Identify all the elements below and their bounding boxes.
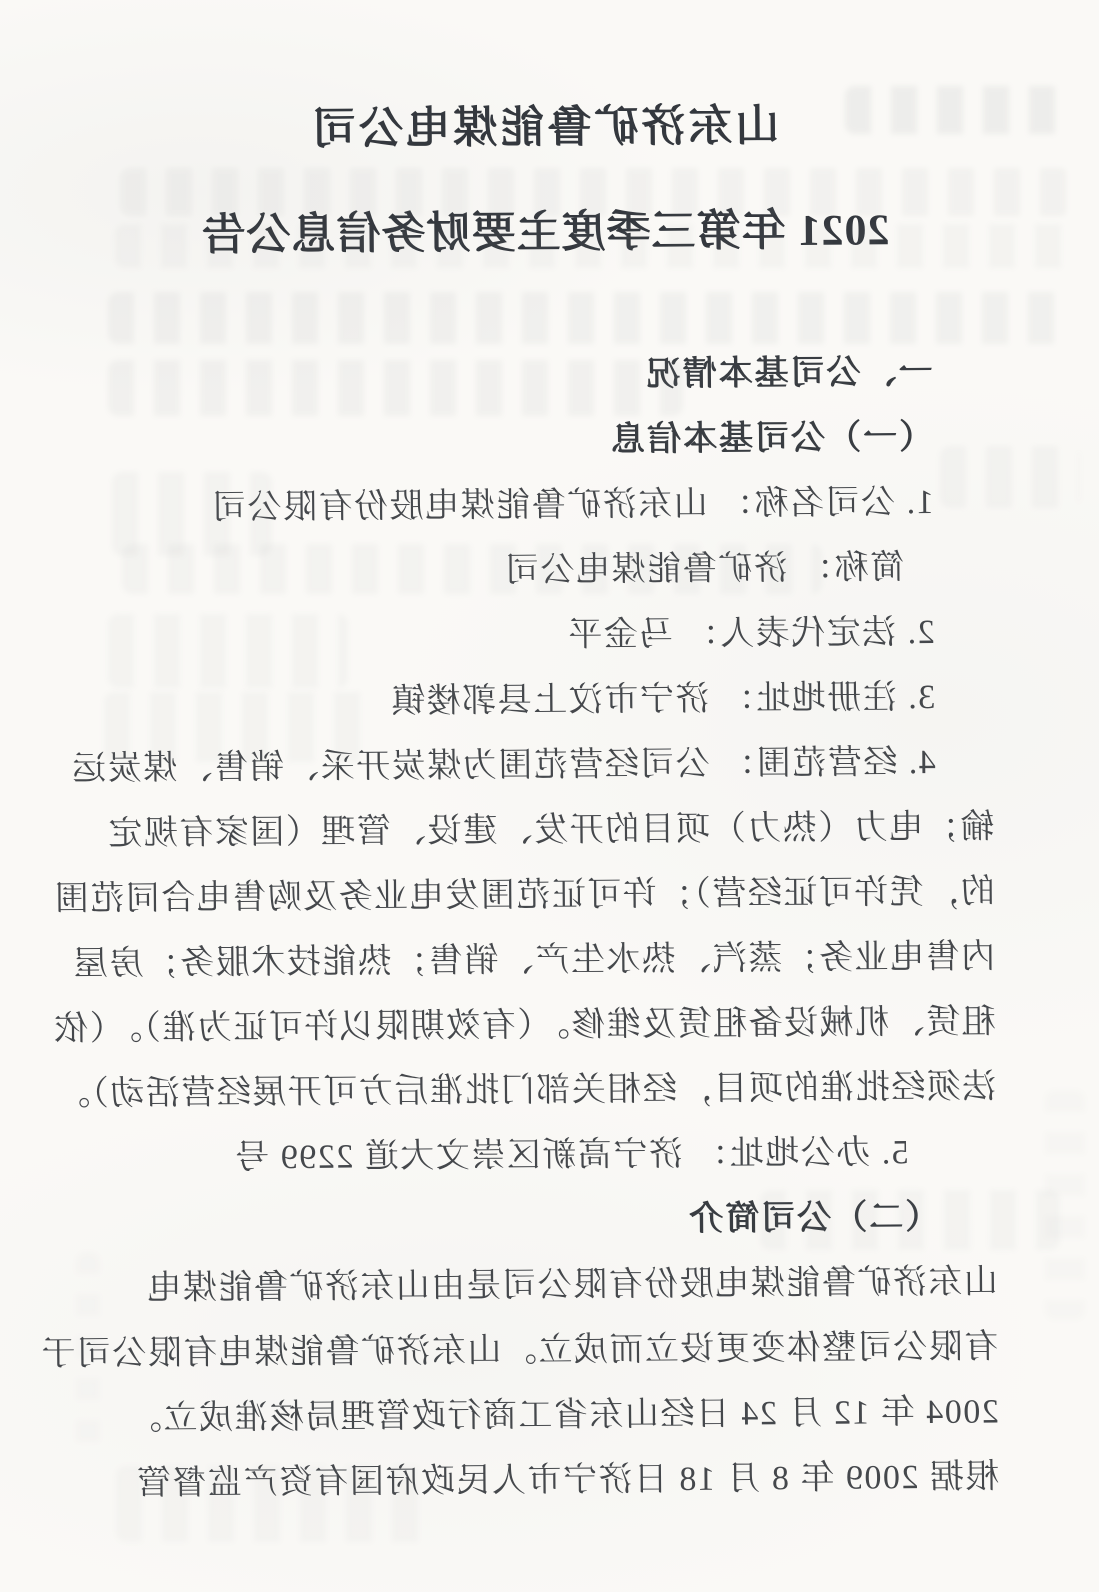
text-line: 2004 年 12 月 24 日经山东省工商行政管理局核准成立。 [126,1393,999,1438]
document-title-line2: 2021 年第三季度主要财务信息公告 [200,205,890,260]
text-line: 山东济矿鲁能煤电股份有限公司是由山东济矿鲁能煤电 [145,1263,998,1308]
text-line: 有限公司整体变更设立而成立。山东济矿鲁能煤电有限公司于 [39,1328,999,1374]
text-line: 输；电力（热力）项目的开发、建设、管理（国家有规定 [106,808,995,853]
list-item-reg-address: 3. 注册地址： 济宁市汶上县郭楼镇 [389,678,936,721]
list-item-company-name: 1. 公司名称： 山东济矿鲁能煤电股份有限公司 [210,483,934,527]
list-item-short-name: 简称： 济矿鲁能煤电公司 [503,549,905,590]
document-body [39,340,1000,1517]
subsection-heading: （二）公司简介 [687,1198,940,1238]
section-heading: 一、公司基本情况 [644,353,933,394]
subsection-heading: （一）公司基本信息 [609,418,934,459]
text-line: 根据 2009 年 8 月 18 日济宁市人民政府国有资产监督管 [135,1458,1000,1503]
text-line: 内售电业务；蒸汽、热水生产、销售；热能技术服务；房屋 [72,938,996,983]
list-item-legal-rep: 2. 法定代表人： 马金平 [566,613,935,654]
list-item-business-scope: 4. 经营范围： 公司经营范围为煤炭开采、销售、煤炭运 [70,743,936,788]
text-line: 的，凭许可证经营）；许可证范围发电业务及购售电合同范围 [53,873,995,918]
text-line: 法须经批准的项目，经相关部门批准后方可开展经营活动）。 [54,1068,997,1113]
list-item-office-address: 5. 办公地址： 济宁高新区崇文大道 2299 号 [233,1134,909,1177]
document-title-line1: 山东济矿鲁能煤电公司 [309,101,780,154]
text-line: 租赁、机械设备租赁及维修。（有效期限以许可证为准）。（依 [52,1003,996,1048]
